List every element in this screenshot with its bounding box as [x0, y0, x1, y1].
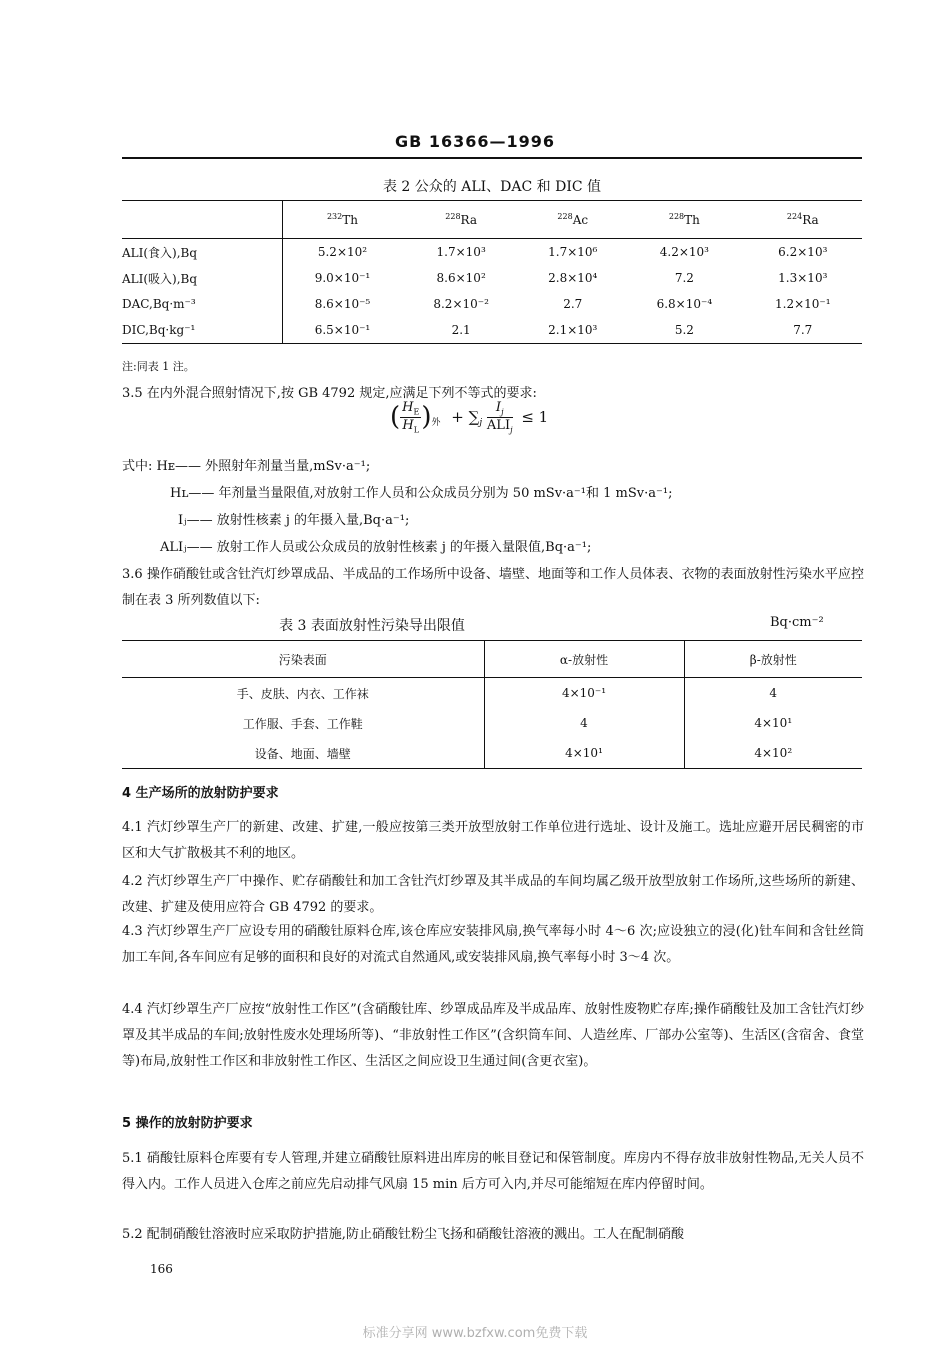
def-ij: Iⱼ—— 放射性核素 j 的年摄入量,Bq·a⁻¹;	[178, 513, 410, 528]
clause-3-5: 3.5 在内外混合照射情况下,按 GB 4792 规定,应满足下列不等式的要求:	[122, 386, 537, 401]
cell: 9.0×10⁻¹	[283, 265, 402, 291]
table3	[122, 640, 862, 769]
table-row	[122, 678, 862, 709]
row-label: ALI(食入),Bq	[122, 245, 198, 260]
clause-3-6: 3.6 操作硝酸钍或含钍汽灯纱罩成品、半成品的工作场所中设备、墙壁、地面等和工作人员体表、衣物的表面放射性污染水平应控制在表 3 所列数值以下:	[122, 567, 864, 608]
table2	[122, 200, 862, 344]
table2-col-header: $^{228}$Th	[625, 201, 743, 239]
table2-col-header: $^{232}$Th	[283, 201, 402, 239]
cell: 4	[484, 708, 684, 738]
clause-4-1: 4.1 汽灯纱罩生产厂的新建、改建、扩建,一般应按第三类开放型放射工作单位进行选址、设计及施工。选址应避开居民稠密的市区和大气扩散极其不利的地区。	[122, 820, 864, 861]
clause-5-1: 5.1 硝酸钍原料仓库要有专人管理,并建立硝酸钍原料进出库房的帐目登记和保管制度。库房内不得存放非放射性物品,无关人员不得入内。工作人员进入仓库之前应先启动排气风扇 15 min 后方可入内,并尽可能缩短在库内停留时间。	[122, 1151, 864, 1192]
clause-5-2: 5.2 配制硝酸钍溶液时应采取防护措施,防止硝酸钍粉尘飞扬和硝酸钍溶液的溅出。工人在配制硝酸	[122, 1227, 684, 1242]
cell: 7.2	[674, 271, 694, 285]
clause-4-3: 4.3 汽灯纱罩生产厂应设专用的硝酸钍原料仓库,该仓库应安装排风扇,换气率每小时 4～6 次;应设独立的浸(化)钍车间和含钍丝筒加工车间,各车间应有足够的面积和良好的对流式自然通风,或安装排风扇,换气率每小时 3～4 次。	[122, 924, 864, 965]
table3-caption: 表 3 表面放射性污染导出限值	[279, 618, 465, 634]
cell: 4	[684, 678, 862, 709]
def-hl: Hʟ—— 年剂量当量限值,对放射工作人员和公众成员分别为 50 mSv·a⁻¹和 1 mSv·a⁻¹;	[170, 486, 673, 501]
table2-caption: 表 2 公众的 ALI、DAC 和 DIC 值	[382, 179, 602, 195]
def-alij: ALIⱼ—— 放射工作人员或公众成员的放射性核素 j 的年摄入量限值,Bq·a⁻¹;	[160, 540, 592, 555]
cell: 1.7×10³	[436, 245, 486, 259]
cell: 5.2×10²	[283, 239, 402, 266]
cell: 6.2×10³	[778, 245, 828, 259]
clause-4-4: 4.4 汽灯纱罩生产厂应按“放射性工作区”(含硝酸钍库、纱罩成品库及半成品库、放射性废物贮存库;操作硝酸钍及加工含钍汽灯纱罩及其半成品的车间;放射性废水处理场所等)、“非放射性工作区”(含织筒车间、人造丝库、厂部办公室等)、生活区(含宿舍、食堂等)布局,放射性工作区和非放射性工作区、生活区之间应设卫生通过间(含更衣室)。	[122, 1002, 864, 1069]
table3-col-header: α-放射性	[484, 641, 684, 678]
watermark-link[interactable]: 标准分享网 www.bzfxw.com免费下载	[362, 1326, 588, 1341]
cell: 4×10¹	[484, 738, 684, 769]
clause-4-2: 4.2 汽灯纱罩生产厂中操作、贮存硝酸钍和加工含钍汽灯纱罩及其半成品的车间均属乙级开放型放射工作场所,这些场所的新建、改建、扩建及使用应符合 GB 4792 的要求。	[122, 874, 864, 915]
cell: 工作服、手套、工作鞋	[242, 716, 363, 731]
cell: 4×10¹	[684, 708, 862, 738]
table3-unit: Bq·cm⁻²	[770, 615, 824, 630]
page-number: 166	[150, 1262, 173, 1276]
row-label: DIC,Bq·kg⁻¹	[122, 317, 283, 344]
table2-note: 注:同表 1 注。	[122, 360, 195, 373]
table2-col-header: $^{224}$Ra	[744, 201, 862, 239]
section-5-title: 5 操作的放射防护要求	[122, 1116, 253, 1131]
cell: 2.8×10⁴	[548, 271, 598, 285]
row-label: ALI(吸入),Bq	[122, 271, 198, 286]
cell: 1.3×10³	[778, 271, 828, 285]
cell: 手、皮肤、内衣、工作袜	[236, 686, 369, 701]
cell: 6.5×10⁻¹	[283, 317, 402, 344]
cell: 7.7	[744, 317, 862, 344]
table2-col-header: $^{228}$Ac	[520, 201, 625, 239]
cell: 2.1×10³	[520, 317, 625, 344]
cell: 设备、地面、墙壁	[122, 738, 484, 769]
inequality-formula: ( $\frac{H_E}{H_L}$ )$_外 + \sum_j$ $\frac{I_j}{ALI_j}$ ≤ 1	[390, 400, 549, 435]
cell: 8.6×10²	[436, 271, 486, 285]
table3-col-header: β-放射性	[684, 641, 862, 678]
table2-col-header: $^{228}$Ra	[402, 201, 520, 239]
table-row	[122, 239, 862, 266]
cell: 4.2×10³	[659, 245, 709, 259]
cell: 1.7×10⁶	[548, 245, 598, 259]
section-4-title: 4 生产场所的放射防护要求	[122, 786, 279, 801]
table-row	[122, 708, 862, 738]
cell: 8.6×10⁻⁵	[283, 291, 402, 317]
def-he: 式中: Hᴇ—— 外照射年剂量当量,mSv·a⁻¹;	[122, 459, 371, 474]
header-rule	[122, 157, 862, 159]
table-row	[122, 291, 862, 317]
cell: 5.2	[625, 317, 743, 344]
cell: 4×10⁻¹	[484, 678, 684, 709]
cell: 2.1	[402, 317, 520, 344]
cell: 1.2×10⁻¹	[775, 297, 831, 311]
standard-header: GB 16366—1996	[394, 132, 556, 151]
cell: 6.8×10⁻⁴	[656, 297, 713, 311]
cell: 2.7	[563, 297, 583, 311]
table2-corner	[122, 201, 283, 239]
table-row	[122, 738, 862, 769]
table3-col-header: 污染表面	[122, 641, 484, 678]
cell: 8.2×10⁻²	[433, 297, 489, 311]
table-row	[122, 265, 862, 291]
cell: 4×10²	[684, 738, 862, 769]
table-row	[122, 317, 862, 344]
row-label: DAC,Bq·m⁻³	[122, 297, 196, 311]
